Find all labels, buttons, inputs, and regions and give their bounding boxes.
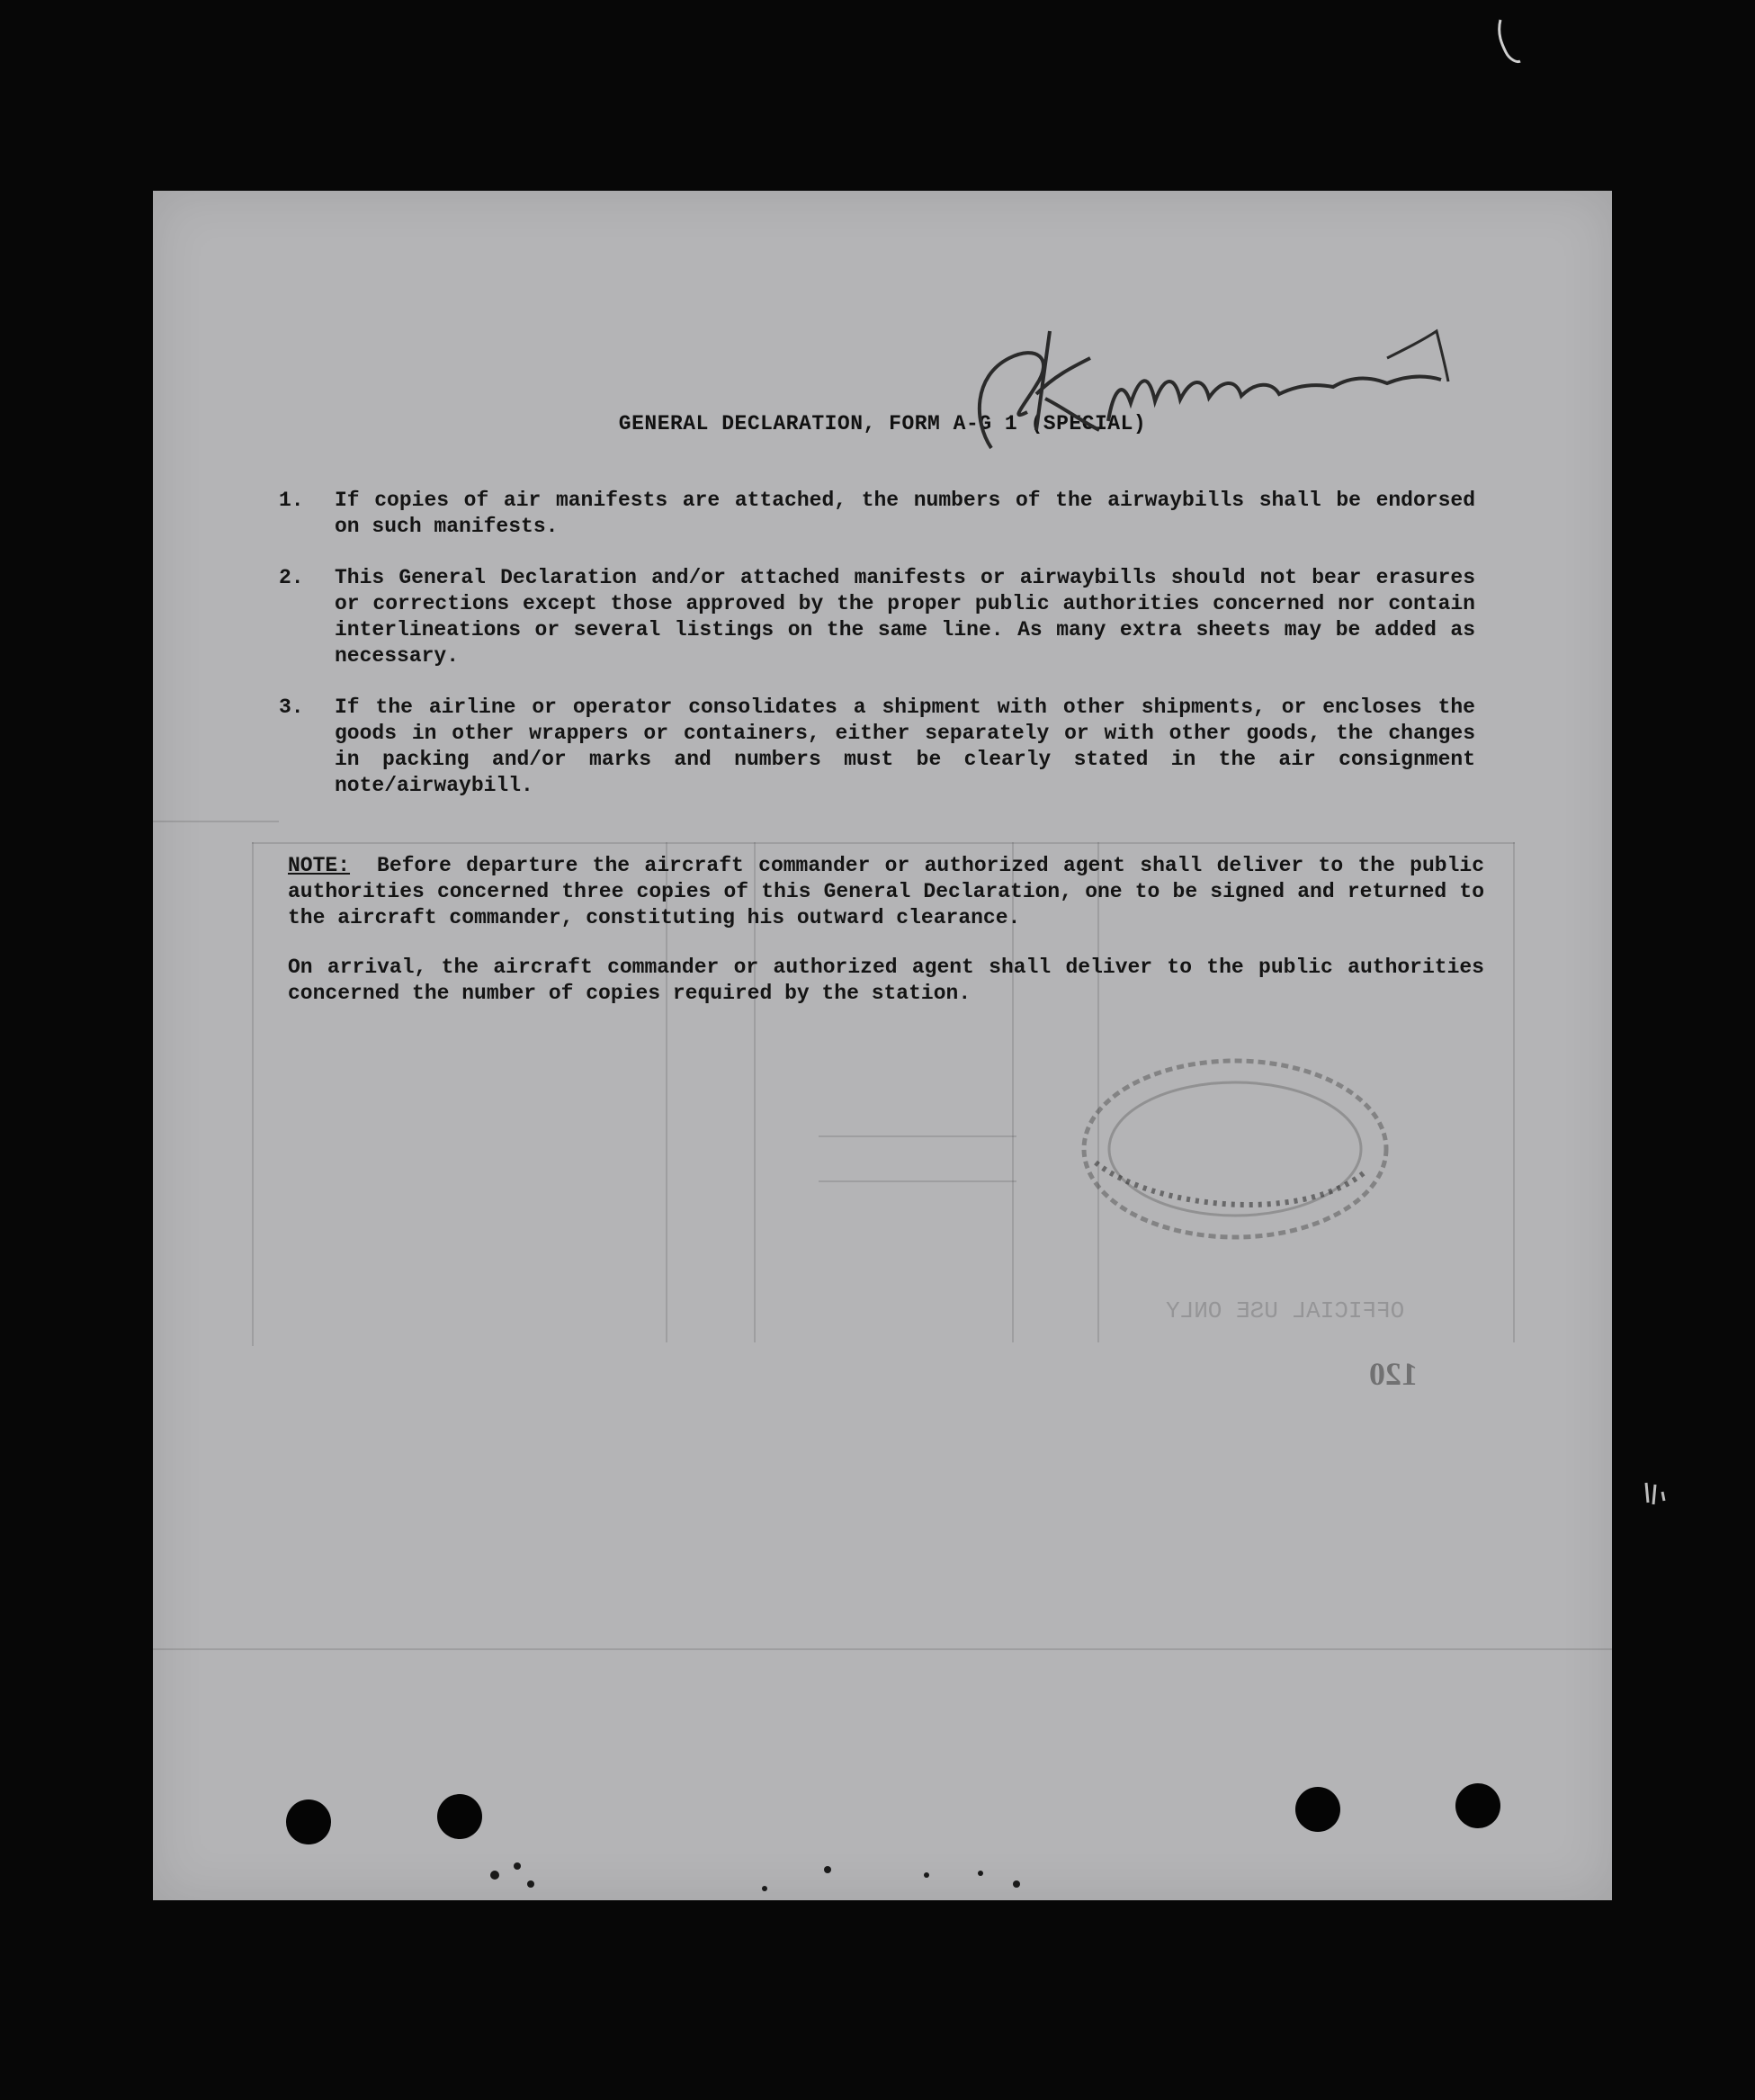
bleed-page-mark: 120 [1369, 1356, 1418, 1392]
punch-hole [286, 1799, 331, 1844]
note-section [288, 853, 1484, 1030]
punch-hole [437, 1794, 482, 1839]
item-number: 2. [279, 566, 304, 589]
customs-stamp [1078, 1054, 1392, 1243]
document-page [153, 191, 1612, 1900]
punch-hole [1455, 1783, 1500, 1828]
note-label: NOTE: [288, 854, 351, 877]
item-number: 1. [279, 489, 304, 512]
corner-mark-icon [1493, 18, 1529, 72]
item-number: 3. [279, 696, 304, 719]
edge-speck [1637, 1476, 1673, 1512]
form-title: GENERAL DECLARATION, FORM A-G 1 (SPECIAL) [618, 412, 1147, 435]
list-item [279, 565, 1475, 669]
item-text: If copies of air manifests are attached, the numbers of the airwaybills shall be endorsed on such manifests. [335, 489, 1475, 538]
note-paragraph [288, 853, 1484, 931]
punch-hole [1295, 1787, 1340, 1832]
edge-specks [477, 1848, 1376, 1902]
note-text: Before departure the aircraft commander or authorized agent shall deliver to the public authorities concerned three copies of this General Declaration, one to be signed and returned to the aircraft commander, constituting his outward clearance. [288, 854, 1484, 929]
instruction-list [279, 488, 1475, 824]
list-item [279, 695, 1475, 799]
list-item [279, 488, 1475, 540]
item-text: This General Declaration and/or attached manifests or airwaybills should not bear erasures or corrections except those approved by the proper public authorities concerned nor contain interlineations or several listings on the same line. As many extra sheets may be added as necessary. [335, 566, 1475, 668]
item-text: If the airline or operator consolidates a shipment with other shipments, or encloses the goods in other wrappers or containers, either separately or with other goods, the changes in packing and/or marks and numbers must be clearly stated in the air consignment note/airwaybill. [335, 696, 1475, 797]
handwritten-signature [955, 322, 1486, 457]
bleed-official-use: OFFICIAL USE ONLY [1166, 1297, 1405, 1324]
arrival-paragraph: On arrival, the aircraft commander or authorized agent shall deliver to the public authorities concerned the number of copies required by the station. [288, 956, 1484, 1005]
